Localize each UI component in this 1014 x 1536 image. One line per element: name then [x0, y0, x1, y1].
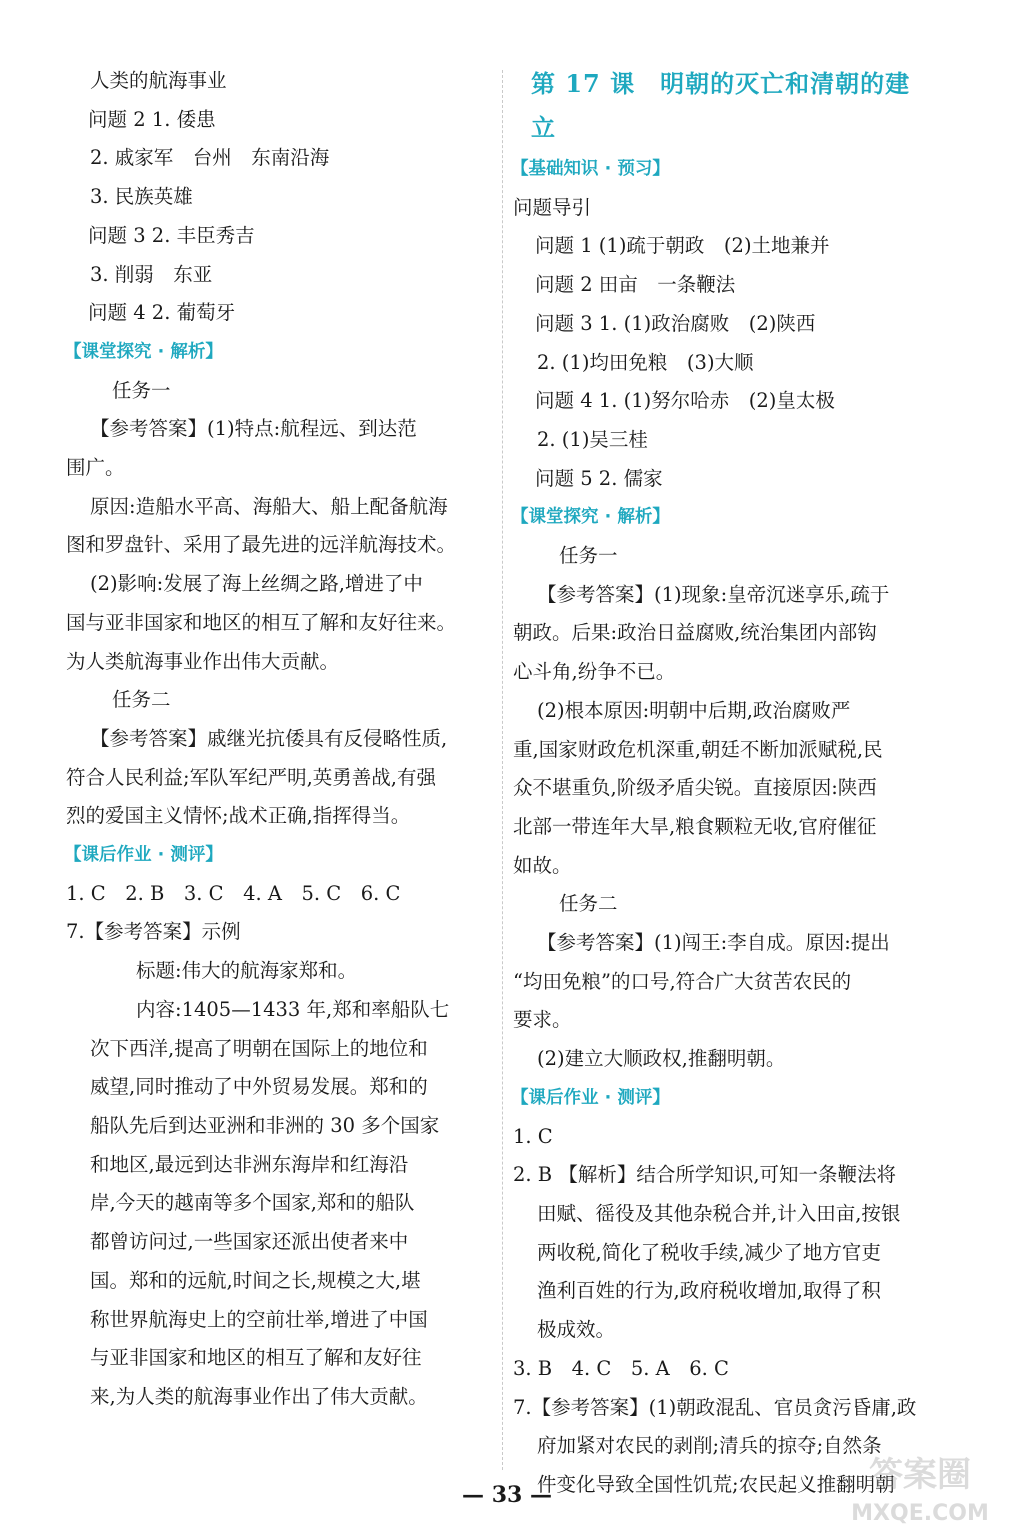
text-line: 1. C 2. B 3. C 4. A 5. C 6. C [66, 881, 401, 905]
text-line: 围广。 [66, 456, 125, 480]
text-line: 田赋、徭役及其他杂税合并,计入田亩,按银 [537, 1201, 901, 1225]
text-line: 2. B 【解析】结合所学知识,可知一条鞭法将 [513, 1163, 897, 1187]
section-header: 【课后作业 · 测评】 [511, 1087, 670, 1108]
text-line: 朝政。后果:政治日益腐败,统治集团内部钩 [513, 621, 877, 645]
text-line: 【参考答案】(1)闯王:李自成。原因:提出 [537, 931, 890, 955]
text-line: 1. C [513, 1124, 553, 1148]
text-line: (2)建立大顺政权,推翻明朝。 [537, 1047, 786, 1071]
text-line: 府加紧对农民的剥削;清兵的掠夺;自然条 [537, 1434, 882, 1458]
text-line: 任务一 [112, 378, 171, 402]
right-column [513, 62, 933, 1505]
watermark-logo [840, 1448, 1000, 1528]
text-line: 国与亚非国家和地区的相互了解和友好往来。 [66, 610, 457, 634]
text-line: 任务一 [559, 544, 618, 568]
text-line: 问题导引 [513, 195, 592, 219]
text-line: 件变化导致全国性饥荒;农民起义推翻明朝 [537, 1472, 895, 1496]
text-line: 船队先后到达亚洲和非洲的 30 多个国家 [90, 1113, 440, 1137]
text-line: 原因:造船水平高、海船大、船上配备航海 [90, 494, 448, 518]
text-line: 7.【参考答案】(1)朝政混乱、官员贪污昏庸,政 [513, 1395, 917, 1419]
text-line: 人类的航海事业 [90, 69, 227, 92]
text-line: 北部一带连年大旱,粮食颗粒无收,官府催征 [513, 814, 877, 838]
text-line: 国。郑和的远航,时间之长,规模之大,堪 [90, 1268, 421, 1292]
watermark-line2: MXQE.COM [851, 1501, 989, 1526]
section-header: 【课后作业 · 测评】 [64, 845, 223, 866]
text-line: 3. 民族英雄 [90, 185, 193, 209]
text-line: 问题 2 1. 倭患 [88, 107, 216, 131]
text-line: 为人类航海事业作出伟大贡献。 [66, 649, 340, 673]
text-line: 【参考答案】戚继光抗倭具有反侵略性质, [90, 726, 448, 750]
text-line: 都曾访问过,一些国家还派出使者来中 [90, 1230, 409, 1254]
column-divider [502, 70, 503, 1470]
text-line: “均田免粮”的口号,符合广大贫苦农民的 [513, 969, 852, 993]
text-line: 7.【参考答案】示例 [66, 920, 241, 944]
text-line: 极成效。 [537, 1318, 616, 1342]
text-line: 问题 3 1. (1)政治腐败 (2)陕西 [535, 311, 816, 335]
text-line: 岸,今天的越南等多个国家,郑和的船队 [90, 1191, 415, 1215]
text-line: 要求。 [513, 1008, 572, 1032]
text-line: 【参考答案】(1)特点:航程远、到达范 [90, 417, 417, 441]
text-line: 标题:伟大的航海家郑和。 [136, 959, 358, 983]
watermark-line1: 答案圈 [869, 1455, 971, 1495]
text-line: 符合人民利益;军队军纪严明,英勇善战,有强 [66, 765, 436, 789]
page-number: — 33 — [462, 1482, 552, 1508]
text-line: 图和罗盘针、采用了最先进的远洋航海技术。 [66, 533, 457, 557]
text-line: 烈的爱国主义情怀;战术正确,指挥得当。 [66, 804, 411, 828]
text-line: 3. 削弱 东亚 [90, 262, 213, 286]
text-line: 次下西洋,提高了明朝在国际上的地位和 [90, 1036, 428, 1060]
text-line: (2)根本原因:明朝中后期,政治腐败严 [537, 698, 851, 722]
text-line: 心斗角,纷争不已。 [513, 660, 676, 684]
text-line: 称世界航海史上的空前壮举,增进了中国 [90, 1307, 428, 1331]
text-line: 问题 1 (1)疏于朝政 (2)土地兼并 [535, 234, 830, 258]
section-header: 【基础知识 · 预习】 [511, 159, 670, 179]
left-column [66, 62, 490, 1417]
lesson-title: 第 17 课 明朝的灭亡和清朝的建立 [531, 69, 911, 142]
text-line: 和地区,最远到达非洲东海岸和红海沿 [90, 1152, 409, 1176]
text-line: 2. (1)吴三桂 [537, 427, 648, 451]
text-line: 2. (1)均田免粮 (3)大顺 [537, 350, 754, 374]
text-line: 任务二 [559, 892, 618, 916]
text-line: 问题 2 田亩 一条鞭法 [535, 273, 736, 297]
text-line: 问题 3 2. 丰臣秀吉 [88, 223, 255, 247]
text-line: 问题 5 2. 儒家 [535, 466, 663, 490]
text-line: 与亚非国家和地区的相互了解和友好往 [90, 1346, 422, 1370]
text-line: 问题 4 1. (1)努尔哈赤 (2)皇太极 [535, 389, 835, 413]
text-line: 两收税,简化了税收手续,减少了地方官吏 [537, 1240, 881, 1264]
text-line: (2)影响:发展了海上丝绸之路,增进了中 [90, 572, 423, 596]
text-line: 来,为人类的航海事业作出了伟大贡献。 [90, 1384, 428, 1408]
text-line: 问题 4 2. 葡萄牙 [88, 301, 236, 325]
section-header: 【课堂探究 · 解析】 [64, 341, 223, 362]
text-line: 任务二 [112, 688, 171, 712]
section-header: 【课堂探究 · 解析】 [511, 507, 670, 528]
text-line: 3. B 4. C 5. A 6. C [513, 1356, 729, 1380]
text-line: 内容:1405—1433 年,郑和率船队七 [136, 997, 450, 1021]
text-line: 重,国家财政危机深重,朝廷不断加派赋税,民 [513, 737, 883, 761]
text-line: 2. 戚家军 台州 东南沿海 [90, 146, 330, 170]
text-line: 渔利百姓的行为,政府税收增加,取得了积 [537, 1279, 881, 1303]
text-line: 众不堪重负,阶级矛盾尖锐。直接原因:陕西 [513, 776, 877, 800]
text-line: 【参考答案】(1)现象:皇帝沉迷享乐,疏于 [537, 582, 890, 606]
text-line: 威望,同时推动了中外贸易发展。郑和的 [90, 1075, 428, 1099]
text-line: 如故。 [513, 853, 572, 877]
